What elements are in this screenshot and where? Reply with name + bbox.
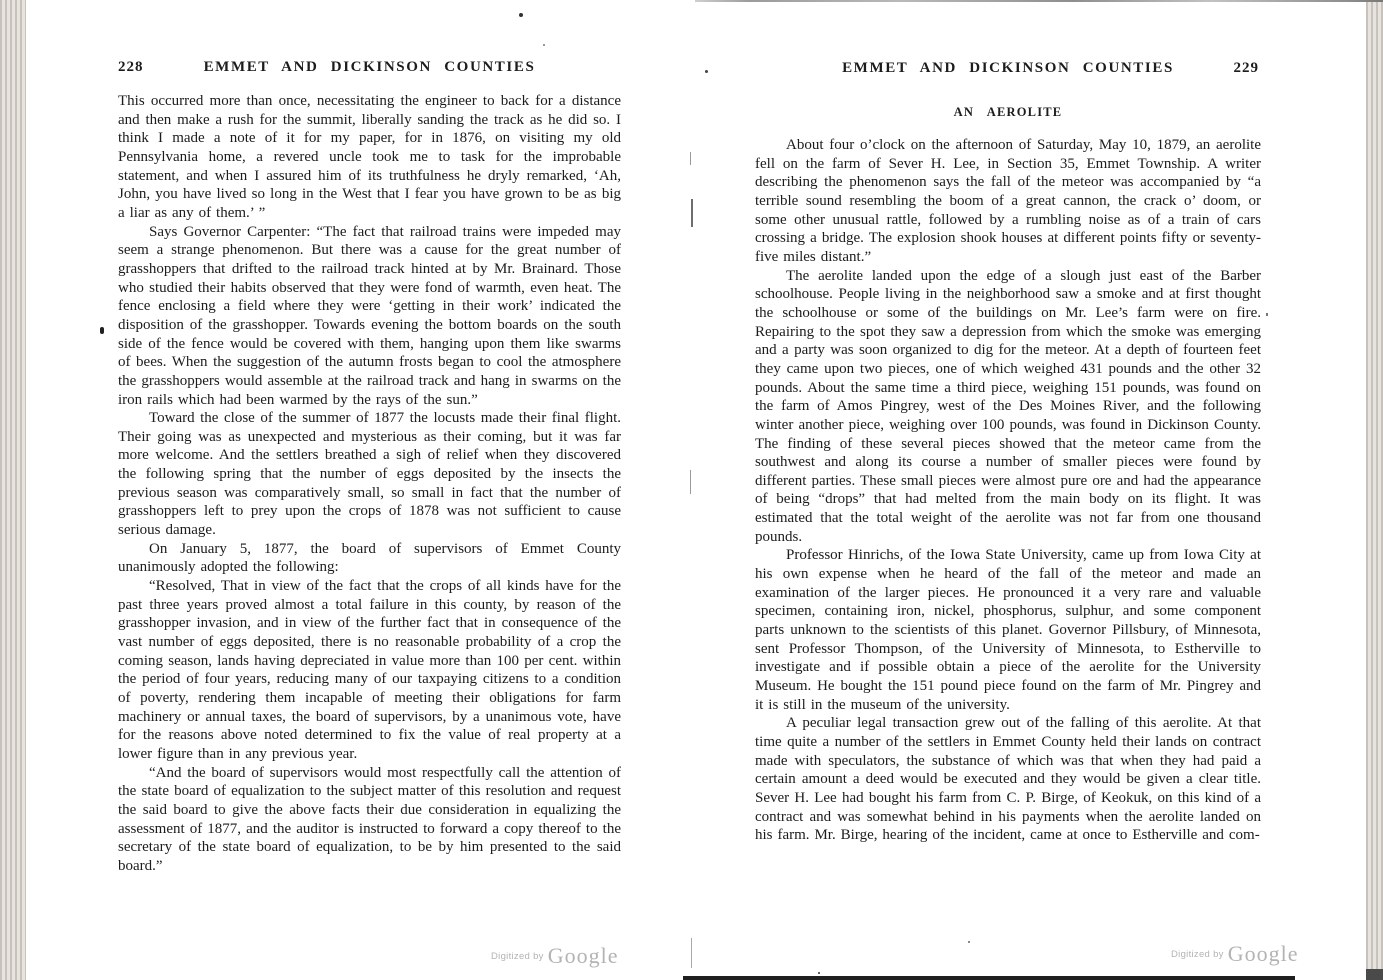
book-edge-stripes-right [1366,0,1383,980]
scan-speck [968,941,970,943]
paragraph: Professor Hinrichs, of the Iowa State University, came up from Iowa City at his own expense when he heard of the fall of the meteor and made an examination of the larger pieces. He pronounced it a very rare and valuable specimen, containing iron, nickel, phosphorus, sulphur, and some component parts unknown to the scientists of this planet. Governor Pillsbury, of Minnesota, sent Professor Thompson, of the University of Minnesota, to Estherville to investigate and if possible obtain a piece of the aerolite for the University Museum. He bought the 151 pound piece found on the farm of Mr. Pingrey and it is still in the museum of the university. [755,547,1261,713]
page-number-right: 229 [1233,60,1259,76]
scan-speck [1266,313,1268,316]
watermark-prefix-left: Digitized by [491,951,544,962]
scan-speck [519,13,523,17]
paragraph: Toward the close of the summer of 1877 the locusts made their final flight. Their going was as unexpected and mysterious as their coming, but it was far more welcome. And the settlers breathed a sigh of relief when they discovered the following spring that the number of eggs deposited by the insects the previous season was comparatively small, so small in fact that the number of grasshoppers left to prey upon the crops of 1878 was not sufficient to cause serious damage. [118,410,621,539]
scan-speck [543,44,545,46]
google-watermark-left [491,943,618,969]
page-body-right [755,136,1261,845]
scan-border-bottom [683,976,1295,980]
paragraph: A peculiar legal transaction grew out of the falling of this aerolite. At that time quite a number of the settlers in Emmet County held their lands on contract made with speculators, the substance of which was that when they had paid a certain amount a deed would be executed and they would be given a clear title. Sever H. Lee had bought his farm from C. P. Birge, of Keokuk, on this kind of a contract and was somewhat behind in his payments when the aerolite landed on his farm. Mr. Birge, hearing of the incident, came at once to Estherville and com- [755,715,1261,844]
paragraph: On January 5, 1877, the board of supervisors of Emmet County unanimously adopted the following: [118,540,621,576]
scan-speck [705,70,708,73]
book-page-right [755,60,1261,845]
running-header-left [118,59,621,78]
scan-corner-shadow [1366,969,1383,980]
gutter-mark [691,938,692,968]
paragraph: The aerolite landed upon the edge of a slough just east of the Barber schoolhouse. People living in the neighborhood saw a smoke and at first thought the schoolhouse or some of the buildings on Mr. Lee’s farm were on fire. Repairing to the spot they saw a depression from which the smoke was emerging and a party was soon organized to dig for the meteor. At a depth of fourteen feet they came upon two pieces, one of which weighed 431 pounds and the other 32 pounds. About the same time a third piece, weighing 151 pounds, was found on the farm of Amos Pingrey, west of the Des Moines River, and the following winter another piece, weighing over 100 pounds, was found in Dickinson County. The finding of these several pieces showed that the meteor came from the southwest and along its course a number of smaller pieces were found by different parties. These small pieces were almost pure ore and had the appearance of being “drops” that had melted from the main body on its flight. It was estimated that the total weight of the aerolite was not far from one thousand pounds. [755,267,1261,545]
paragraph: “And the board of supervisors would most respectfully call the attention of the state board of equalization to the subject matter of this resolution and request the said board to give the above facts their due consideration in equalizing the assessment of 1877, and the auditor is instructed to forward a copy thereof to the secretary of the state board of equalization, to be by him presented to the said board.” [118,764,621,874]
book-edge-stripes-left [0,0,26,980]
paragraph: This occurred more than once, necessitating the engineer to back for a distance and then make a rush for the summit, liberally sanding the track as he did so. I think I made a note of it for my paper, for in 1876, on visiting my old Pennsylvania home, a revered uncle took me to task for the improbable statement, and when I assured him of its truthfulness he dryly remarked, ‘Ah, John, you have lived so long in the West that I fear you have grown to be as big a liar as any of them.’ ” [118,93,621,221]
scan-speck [100,327,104,334]
page-body-left [118,92,621,876]
section-heading-aerolite: AN AEROLITE [953,105,1063,119]
paragraph: Says Governor Carpenter: “The fact that railroad trains were impeded may seem a strange phenomenon. But there was a cause for the great number of grasshoppers that drifted to the railroad track hinted at by Mr. Brainard. Those who studied their habits observed that they were fond of warmth, even heat. The fence enclosing a field where they were ‘getting in their work’ indicated the disposition of the grasshopper. Towards evening the bottom boards on the south side of the fence would be covered with them, hanging upon them like swarms of bees. When the suggestion of the autumn frosts began to cool the atmosphere the grasshoppers would assemble at the railroad track and hang in swarms on the iron rails which had been warmed by the rays of the sun.” [118,223,621,408]
google-logo-right: Google [1227,941,1299,966]
scan-speck [818,972,820,974]
running-header-title-right: EMMET AND DICKINSON COUNTIES [842,60,1174,76]
watermark-prefix-right: Digitized by [1171,949,1224,960]
paragraph: “Resolved, That in view of the fact that the crops of all kinds have for the past three years proved almost a total failure in this county, by reason of the grasshopper invasion, and in view of the further fact that in consequence of the vast number of eggs deposited, there is no reasonable probability of a crop the coming season, lands having depreciated in value more than 100 per cent. within the period of four years, reducing many of our taxpaying citizens to a condition of poverty, rendering them incapable of meeting their obligations for farm machinery or annual taxes, the board of supervisors, by a unanimous vote, have for the reasons above noted determined to fix the value of real property at a lower figure than in any previous year. [118,578,621,762]
google-logo-left: Google [547,943,619,968]
page-number-left: 228 [118,59,144,75]
gutter-mark [690,470,691,494]
running-header-title-left: EMMET AND DICKINSON COUNTIES [203,59,536,75]
book-page-left [118,59,621,876]
gutter-mark [690,152,691,165]
paragraph: About four o’clock on the afternoon of Saturday, May 10, 1879, an aerolite fell on the farm of Sever H. Lee, in Section 35, Emmet Township. A writer describing the phenomenon says the fall of the meteor was accompanied by “a terrible sound resembling the boom of a great cannon, the crack o’ doom, or some other unusual rattle, followed by a rumbling noise as of a train of cars crossing a bridge. The explosion shook houses at different points fifty or seventy-five miles distant.” [755,137,1261,265]
scan-border-top [695,0,1383,2]
gutter-mark [691,199,693,227]
running-header-right [755,60,1261,79]
google-watermark-right [1171,941,1298,967]
